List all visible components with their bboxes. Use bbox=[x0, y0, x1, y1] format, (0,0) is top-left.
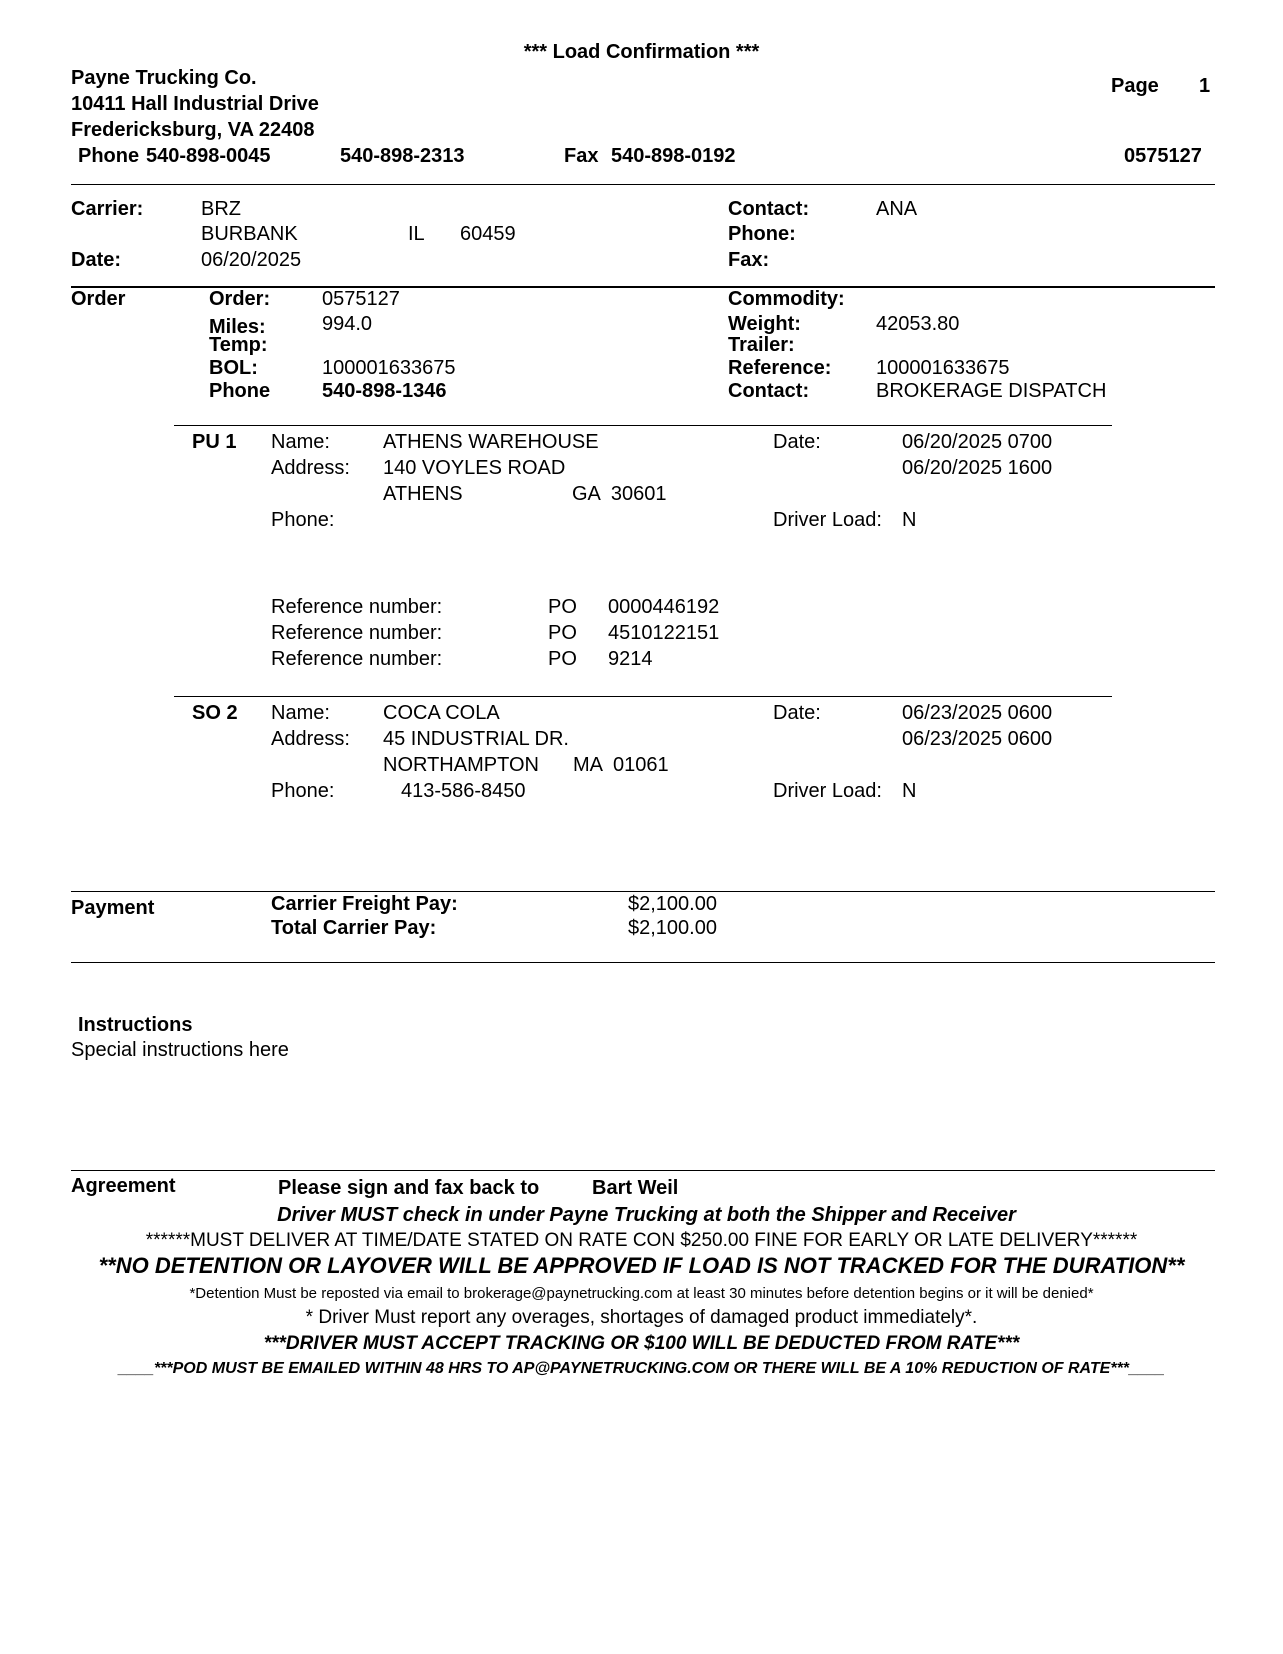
stop-2-driver-load: N bbox=[902, 780, 917, 802]
bol-value: 100001633675 bbox=[322, 357, 456, 379]
agreement-line-tracking: ***DRIVER MUST ACCEPT TRACKING OR $100 WILL BE DEDUCTED FROM RATE*** bbox=[263, 1333, 1020, 1354]
reference-value: 100001633675 bbox=[876, 357, 1010, 379]
header-order-number: 0575127 bbox=[1124, 145, 1202, 167]
sign-recipient: Bart Weil bbox=[592, 1177, 679, 1199]
stop-1-name-label: Name: bbox=[271, 431, 330, 453]
stop-2-date-label: Date: bbox=[773, 702, 821, 724]
stop-1-date-label: Date: bbox=[773, 431, 821, 453]
stop-1-ref-value-2: 4510122151 bbox=[608, 622, 720, 644]
stop-2-phone-label: Phone: bbox=[271, 780, 335, 802]
agreement-line-overages: * Driver Must report any overages, shortages of damaged product immediately*. bbox=[305, 1307, 978, 1328]
stop-2-id: SO 2 bbox=[192, 702, 238, 724]
stop-1-address-label: Address: bbox=[271, 457, 350, 479]
payment-divider-top bbox=[71, 891, 1215, 892]
order-contact-value: BROKERAGE DISPATCH bbox=[876, 380, 1107, 402]
trailer-label: Trailer: bbox=[728, 334, 795, 356]
stop-1-ref-value-1: 0000446192 bbox=[608, 596, 720, 618]
stop-1-ref-label-2: Reference number: bbox=[271, 622, 443, 644]
stop-2-divider bbox=[174, 696, 1112, 697]
agreement-line-detention: **NO DETENTION OR LAYOVER WILL BE APPROVED IF LOAD IS NOT TRACKED FOR THE DURATION** bbox=[98, 1253, 1185, 1278]
carrier-city: BURBANK bbox=[201, 223, 298, 245]
stop-2-phone: 413-586-8450 bbox=[401, 780, 526, 802]
company-fax: 540-898-0192 bbox=[611, 145, 736, 167]
stop-2-city: NORTHAMPTON bbox=[383, 754, 539, 776]
total-pay-label: Total Carrier Pay: bbox=[271, 917, 437, 939]
payment-section-label: Payment bbox=[71, 897, 155, 919]
carrier-phone-label: Phone: bbox=[728, 223, 796, 245]
carrier-code: BRZ bbox=[201, 198, 241, 220]
stop-1-id: PU 1 bbox=[192, 431, 237, 453]
stop-1-street: 140 VOYLES ROAD bbox=[383, 457, 566, 479]
order-phone-label: Phone bbox=[209, 380, 271, 402]
order-value: 0575127 bbox=[322, 288, 400, 310]
agreement-divider bbox=[71, 1170, 1215, 1171]
contact-label: Contact: bbox=[728, 198, 810, 220]
stop-1-driver-load-label: Driver Load: bbox=[773, 509, 882, 531]
stop-1-state-zip: GA 30601 bbox=[572, 483, 667, 505]
carrier-zip: 60459 bbox=[460, 223, 516, 245]
phone-label: Phone bbox=[78, 145, 140, 167]
stop-1-date-1: 06/20/2025 0700 bbox=[902, 431, 1053, 453]
order-section-label: Order bbox=[71, 288, 126, 310]
weight-label: Weight: bbox=[728, 313, 801, 335]
date-label: Date: bbox=[71, 249, 122, 271]
carrier-date: 06/20/2025 bbox=[201, 249, 302, 271]
stop-1-date-2: 06/20/2025 1600 bbox=[902, 457, 1053, 479]
company-address-line2: Fredericksburg, VA 22408 bbox=[71, 119, 315, 141]
stop-1-city: ATHENS bbox=[383, 483, 463, 505]
freight-pay-label: Carrier Freight Pay: bbox=[271, 893, 458, 915]
agreement-label: Agreement bbox=[71, 1175, 176, 1197]
stop-1-ref-type-3: PO bbox=[548, 648, 577, 670]
carrier-label: Carrier: bbox=[71, 198, 144, 220]
stop-1-ref-type-2: PO bbox=[548, 622, 577, 644]
stop-2-driver-load-label: Driver Load: bbox=[773, 780, 882, 802]
reference-label: Reference: bbox=[728, 357, 832, 379]
stop-2-date-2: 06/23/2025 0600 bbox=[902, 728, 1053, 750]
stop-1-ref-value-3: 9214 bbox=[608, 648, 653, 670]
agreement-line-detention-email: *Detention Must be reposted via email to brokerage@paynetrucking.com at least 30 minutes before detention begins or it will be denied* bbox=[189, 1285, 1094, 1302]
payment-divider-bottom bbox=[71, 962, 1215, 963]
stop-2-date-1: 06/23/2025 0600 bbox=[902, 702, 1053, 724]
order-label: Order: bbox=[209, 288, 271, 310]
company-phone-2: 540-898-2313 bbox=[340, 145, 465, 167]
instructions-text: Special instructions here bbox=[71, 1039, 289, 1061]
stop-1-phone-label: Phone: bbox=[271, 509, 335, 531]
carrier-state: IL bbox=[408, 223, 425, 245]
stop-1-divider bbox=[174, 425, 1112, 426]
commodity-label: Commodity: bbox=[728, 288, 845, 310]
page-number: 1 bbox=[1199, 75, 1211, 97]
stop-2-address-label: Address: bbox=[271, 728, 350, 750]
stop-2-street: 45 INDUSTRIAL DR. bbox=[383, 728, 569, 750]
stop-1-ref-type-1: PO bbox=[548, 596, 577, 618]
stop-2-name-label: Name: bbox=[271, 702, 330, 724]
stop-1-ref-label-1: Reference number: bbox=[271, 596, 443, 618]
stop-1-driver-load: N bbox=[902, 509, 917, 531]
bol-label: BOL: bbox=[209, 357, 258, 379]
order-phone-value: 540-898-1346 bbox=[322, 380, 447, 402]
stop-2-name: COCA COLA bbox=[383, 702, 500, 724]
carrier-contact: ANA bbox=[876, 198, 918, 220]
carrier-fax-label: Fax: bbox=[728, 249, 770, 271]
agreement-line-deliver: ******MUST DELIVER AT TIME/DATE STATED ON RATE CON $250.00 FINE FOR EARLY OR LATE DELIVERY****** bbox=[145, 1230, 1138, 1251]
temp-label: Temp: bbox=[209, 334, 268, 356]
agreement-line-pod: ____***POD MUST BE EMAILED WITHIN 48 HRS TO AP@PAYNETRUCKING.COM OR THERE WILL BE A 10% REDUCTION OF RATE***____ bbox=[118, 1360, 1165, 1377]
order-contact-label: Contact: bbox=[728, 380, 810, 402]
company-phone: 540-898-0045 bbox=[146, 145, 271, 167]
stop-1-name: ATHENS WAREHOUSE bbox=[383, 431, 599, 453]
page-label: Page bbox=[1111, 75, 1159, 97]
miles-label: Miles: bbox=[209, 316, 266, 338]
stop-1-ref-label-3: Reference number: bbox=[271, 648, 443, 670]
company-name: Payne Trucking Co. bbox=[71, 67, 257, 89]
header-divider bbox=[71, 184, 1215, 185]
company-address-line1: 10411 Hall Industrial Drive bbox=[71, 93, 319, 115]
weight-value: 42053.80 bbox=[876, 313, 960, 335]
fax-label: Fax bbox=[564, 145, 599, 167]
sign-instruction: Please sign and fax back to bbox=[278, 1177, 540, 1199]
miles-value: 994.0 bbox=[322, 313, 373, 335]
instructions-label: Instructions bbox=[78, 1014, 193, 1036]
freight-pay-value: $2,100.00 bbox=[628, 893, 717, 915]
agreement-line-checkin: Driver MUST check in under Payne Trucking at both the Shipper and Receiver bbox=[277, 1204, 1016, 1226]
document-title: *** Load Confirmation *** bbox=[523, 41, 760, 63]
total-pay-value: $2,100.00 bbox=[628, 917, 717, 939]
stop-2-state-zip: MA 01061 bbox=[573, 754, 669, 776]
